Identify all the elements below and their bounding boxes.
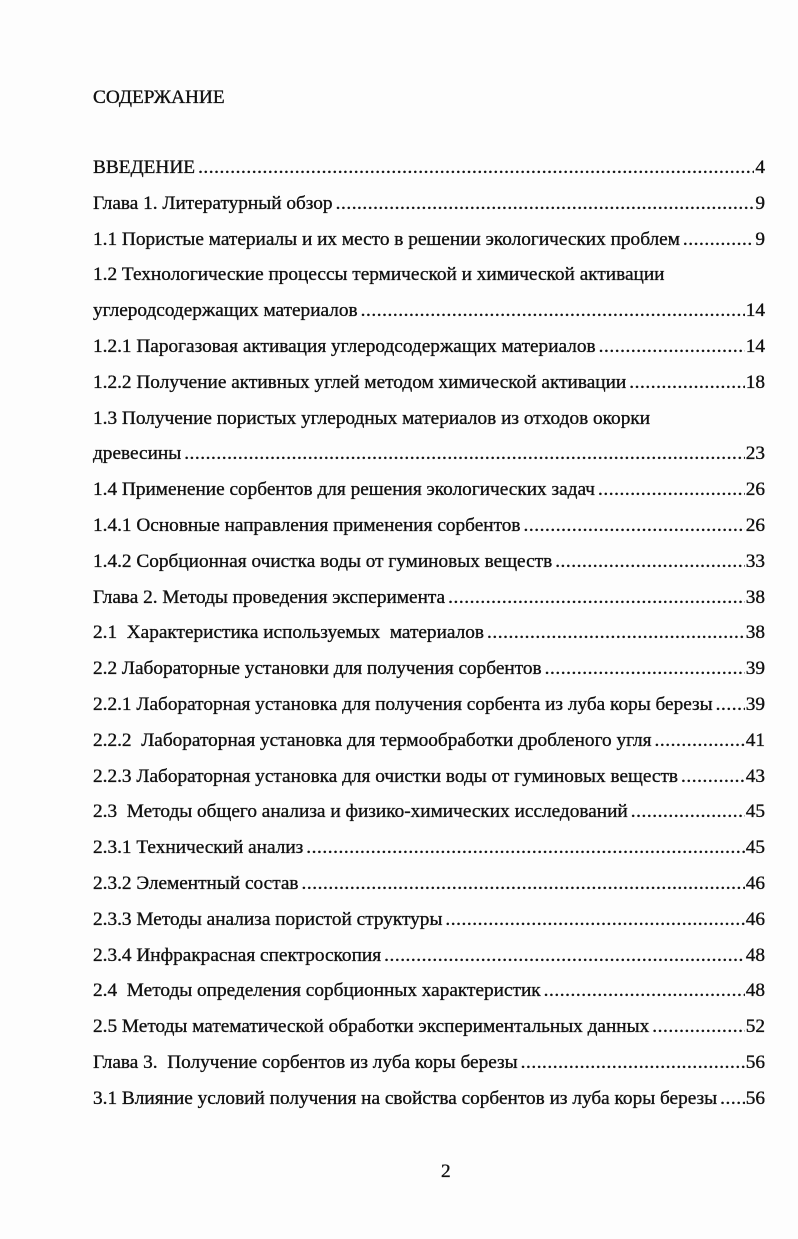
toc-entry-page: 48	[745, 944, 765, 966]
dot-leader	[361, 293, 745, 329]
toc-entry-page: 9	[755, 192, 765, 214]
toc-entry-title: Глава 1. Литературный обзор	[93, 192, 333, 214]
toc-entry-title: 1.4 Применение сорбентов для решения экологических задач	[93, 479, 595, 501]
toc-entry	[93, 222, 765, 258]
toc-entry-line	[93, 436, 765, 472]
toc-entry-title: 2.3.4 Инфракрасная спектроскопия	[93, 944, 382, 966]
dot-leader	[599, 329, 745, 365]
toc-entry	[93, 1009, 765, 1045]
toc-entry	[93, 615, 765, 651]
dot-leader	[336, 186, 755, 222]
toc-entry	[93, 723, 765, 759]
toc-entry	[93, 329, 765, 365]
toc-entry-page: 41	[745, 729, 765, 751]
toc-entry-title: 2.2.1 Лабораторная установка для получения сорбента из луба коры березы	[93, 693, 713, 715]
dot-leader	[184, 436, 745, 472]
toc-entry-title-continued: углеродсодержащих материалов	[93, 300, 358, 322]
toc-entry	[93, 257, 765, 329]
toc-entry	[93, 902, 765, 938]
toc-entry-title: 1.3 Получение пористых углеродных материалов из отходов окорки	[93, 407, 651, 429]
toc-entry-title: 2.5 Методы математической обработки экспериментальных данных	[93, 1016, 650, 1038]
toc-entry	[93, 794, 765, 830]
toc-entry-page: 38	[745, 586, 765, 608]
dot-leader	[521, 1045, 745, 1081]
dot-leader	[555, 544, 745, 580]
dot-leader	[302, 866, 745, 902]
toc-entry-title-continued: древесины	[93, 443, 182, 465]
toc-entry	[93, 830, 765, 866]
toc-entry-page: 46	[745, 908, 765, 930]
toc-entry-page: 14	[745, 300, 765, 322]
toc-entry	[93, 472, 765, 508]
toc-entry-page: 56	[745, 1087, 765, 1109]
table-of-contents	[93, 150, 765, 1117]
toc-entry-line	[93, 401, 765, 437]
dot-leader	[598, 472, 745, 508]
toc-entry	[93, 938, 765, 974]
dot-leader	[655, 723, 745, 759]
toc-entry	[93, 365, 765, 401]
dot-leader	[681, 759, 745, 795]
dot-leader	[631, 794, 745, 830]
toc-entry	[93, 508, 765, 544]
toc-entry-title: 2.3 Методы общего анализа и физико-химических исследований	[93, 801, 628, 823]
dot-leader	[720, 1081, 745, 1117]
toc-entry-page: 9	[755, 228, 765, 250]
toc-entry-title: 1.4.2 Сорбционная очистка воды от гуминовых веществ	[93, 550, 553, 572]
page-title: СОДЕРЖАНИЕ	[93, 87, 225, 108]
dot-leader	[448, 580, 745, 616]
toc-entry-page: 33	[745, 550, 765, 572]
toc-entry-page: 4	[755, 157, 765, 178]
toc-entry-title: 2.3.1 Технический анализ	[93, 837, 304, 859]
toc-entry-page: 43	[745, 765, 765, 787]
toc-entry-title: 2.1 Характеристика используемых материалов	[93, 622, 484, 644]
toc-entry-line	[93, 293, 765, 329]
toc-entry-page: 26	[745, 514, 765, 536]
toc-entry-title: 2.3.2 Элементный состав	[93, 872, 299, 894]
toc-entry-page: 39	[745, 658, 765, 680]
toc-entry-title: 1.1 Пористые материалы и их место в решении экологических проблем	[93, 228, 680, 250]
toc-entry-title: 2.4 Методы определения сорбционных характеристик	[93, 980, 541, 1002]
dot-leader	[198, 150, 754, 186]
toc-entry-page: 56	[745, 1051, 765, 1073]
toc-entry-page: 48	[745, 980, 765, 1002]
dot-leader	[384, 938, 745, 974]
toc-entry	[93, 1045, 765, 1081]
toc-entry-page: 52	[745, 1016, 765, 1038]
toc-entry	[93, 150, 765, 186]
toc-entry-title: Глава 2. Методы проведения эксперимента	[93, 586, 446, 608]
toc-entry-page: 14	[745, 335, 765, 357]
toc-entry-title: 2.2.2 Лабораторная установка для термообработки дробленого угля	[93, 729, 652, 751]
toc-entry-title: 2.3.3 Методы анализа пористой структуры	[93, 908, 443, 930]
toc-entry	[93, 687, 765, 723]
toc-entry-title: 2.2.3 Лабораторная установка для очистки воды от гуминовых веществ	[93, 765, 678, 787]
dot-leader	[652, 1009, 745, 1045]
dot-leader	[683, 222, 754, 258]
toc-entry	[93, 759, 765, 795]
toc-entry-page: 45	[745, 837, 765, 859]
toc-entry-title: 1.2 Технологические процессы термической и химической активации	[93, 264, 665, 286]
toc-entry-page: 18	[745, 371, 765, 393]
dot-leader	[445, 902, 744, 938]
toc-entry	[93, 186, 765, 222]
toc-entry-page: 39	[745, 693, 765, 715]
toc-entry	[93, 866, 765, 902]
toc-entry-title: 1.2.2 Получение активных углей методом химической активации	[93, 371, 627, 393]
toc-entry	[93, 401, 765, 473]
toc-entry-title: ВВЕДЕНИЕ	[93, 157, 196, 178]
toc-entry-title: 1.4.1 Основные направления применения сорбентов	[93, 514, 521, 536]
toc-entry-line	[93, 257, 765, 293]
dot-leader	[716, 687, 745, 723]
dot-leader	[629, 365, 745, 401]
dot-leader	[544, 973, 745, 1009]
toc-entry	[93, 544, 765, 580]
toc-entry-title: 2.2 Лабораторные установки для получения сорбентов	[93, 658, 542, 680]
dot-leader	[524, 508, 745, 544]
dot-leader	[306, 830, 744, 866]
dot-leader	[545, 651, 745, 687]
toc-entry-page: 46	[745, 872, 765, 894]
toc-entry-page: 45	[745, 801, 765, 823]
toc-entry	[93, 580, 765, 616]
toc-entry-title: 3.1 Влияние условий получения на свойства сорбентов из луба коры березы	[93, 1087, 718, 1109]
toc-entry-title: 1.2.1 Парогазовая активация углеродсодержащих материалов	[93, 335, 596, 357]
toc-entry	[93, 1081, 765, 1117]
toc-entry-page: 26	[745, 479, 765, 501]
dot-leader	[487, 615, 745, 651]
page-number: 2	[441, 1161, 451, 1182]
toc-entry-page: 38	[745, 622, 765, 644]
toc-entry-title: Глава 3. Получение сорбентов из луба коры березы	[93, 1051, 518, 1073]
toc-entry	[93, 973, 765, 1009]
toc-entry	[93, 651, 765, 687]
toc-entry-page: 23	[745, 443, 765, 465]
